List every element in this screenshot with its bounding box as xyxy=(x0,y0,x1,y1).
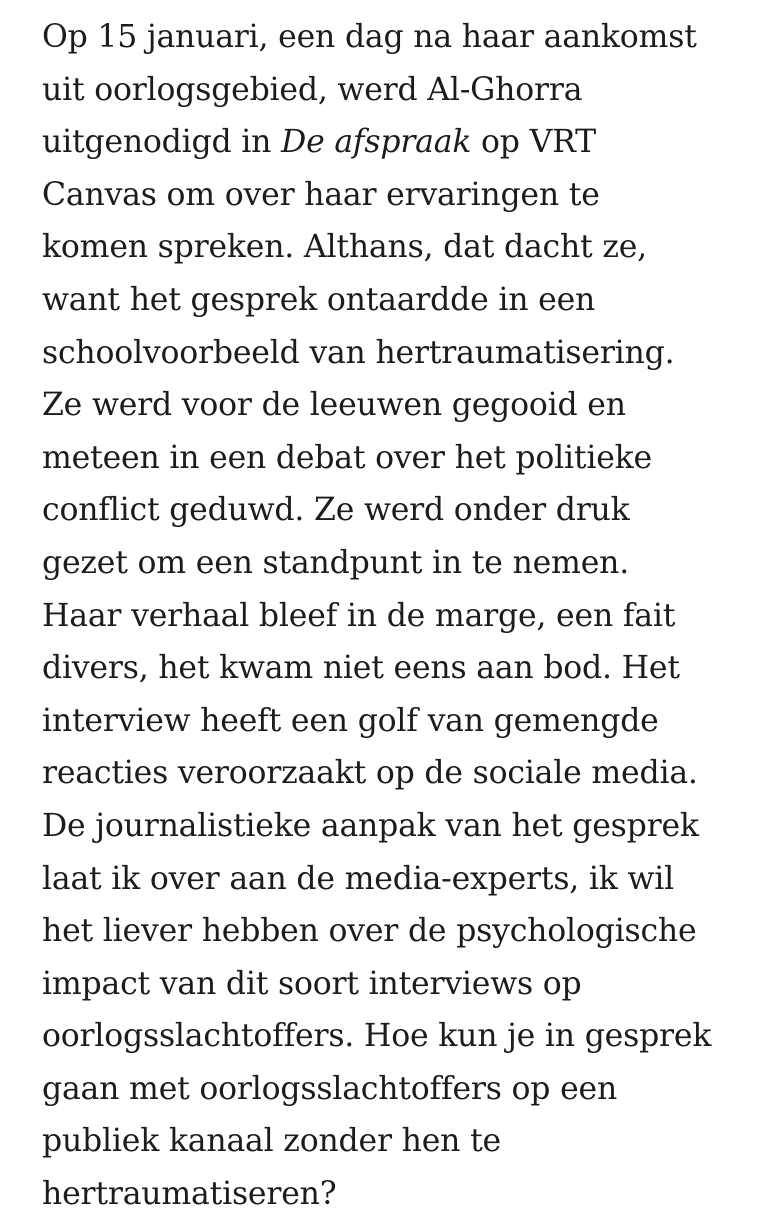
text-line: publiek kanaal zonder hen te xyxy=(42,1123,501,1160)
text-line: gezet om een standpunt in te nemen. xyxy=(42,544,630,581)
text-segment: uitgenodigd in xyxy=(42,124,282,161)
text-line: Op 15 januari, een dag na haar aankomst xyxy=(42,19,697,55)
text-line: Haar verhaal bleef in de marge, een fait xyxy=(42,597,676,634)
text-line: De journalistieke aanpak van het gesprek xyxy=(42,807,699,844)
text-line: hertraumatiseren? xyxy=(42,1176,337,1213)
text-line: impact van dit soort interviews op xyxy=(42,965,582,1002)
text-line: oorlogsslachtoffers. Hoe kun je in gesprek xyxy=(42,1018,712,1055)
text-line: conflict geduwd. Ze werd onder druk xyxy=(42,492,630,529)
text-line: laat ik over aan de media-experts, ik wil xyxy=(42,860,675,897)
text-line: uit oorlogsgebied, werd Al-Ghorra xyxy=(42,71,583,108)
text-line: Ze werd voor de leeuwen gegooid en xyxy=(42,387,626,424)
text-line xyxy=(42,116,762,169)
program-title: De afspraak xyxy=(281,124,472,161)
article-text xyxy=(42,0,762,1221)
text-line: meteen in een debat over het politieke xyxy=(42,439,652,476)
text-line: Canvas om over haar ervaringen te xyxy=(42,176,600,213)
text-line: interview heeft een golf van gemengde xyxy=(42,702,659,739)
text-line: gaan met oorlogsslachtoffers op een xyxy=(42,1070,618,1107)
text-segment: op VRT xyxy=(471,124,596,161)
text-line: schoolvoorbeeld van hertraumatisering. xyxy=(42,334,675,371)
text-line: reacties veroorzaakt op de sociale media. xyxy=(42,755,698,792)
text-line: want het gesprek ontaardde in een xyxy=(42,281,596,318)
text-line: komen spreken. Althans, dat dacht ze, xyxy=(42,229,647,266)
text-line: het liever hebben over de psychologische xyxy=(42,913,697,950)
text-line: divers, het kwam niet eens aan bod. Het xyxy=(42,650,680,687)
